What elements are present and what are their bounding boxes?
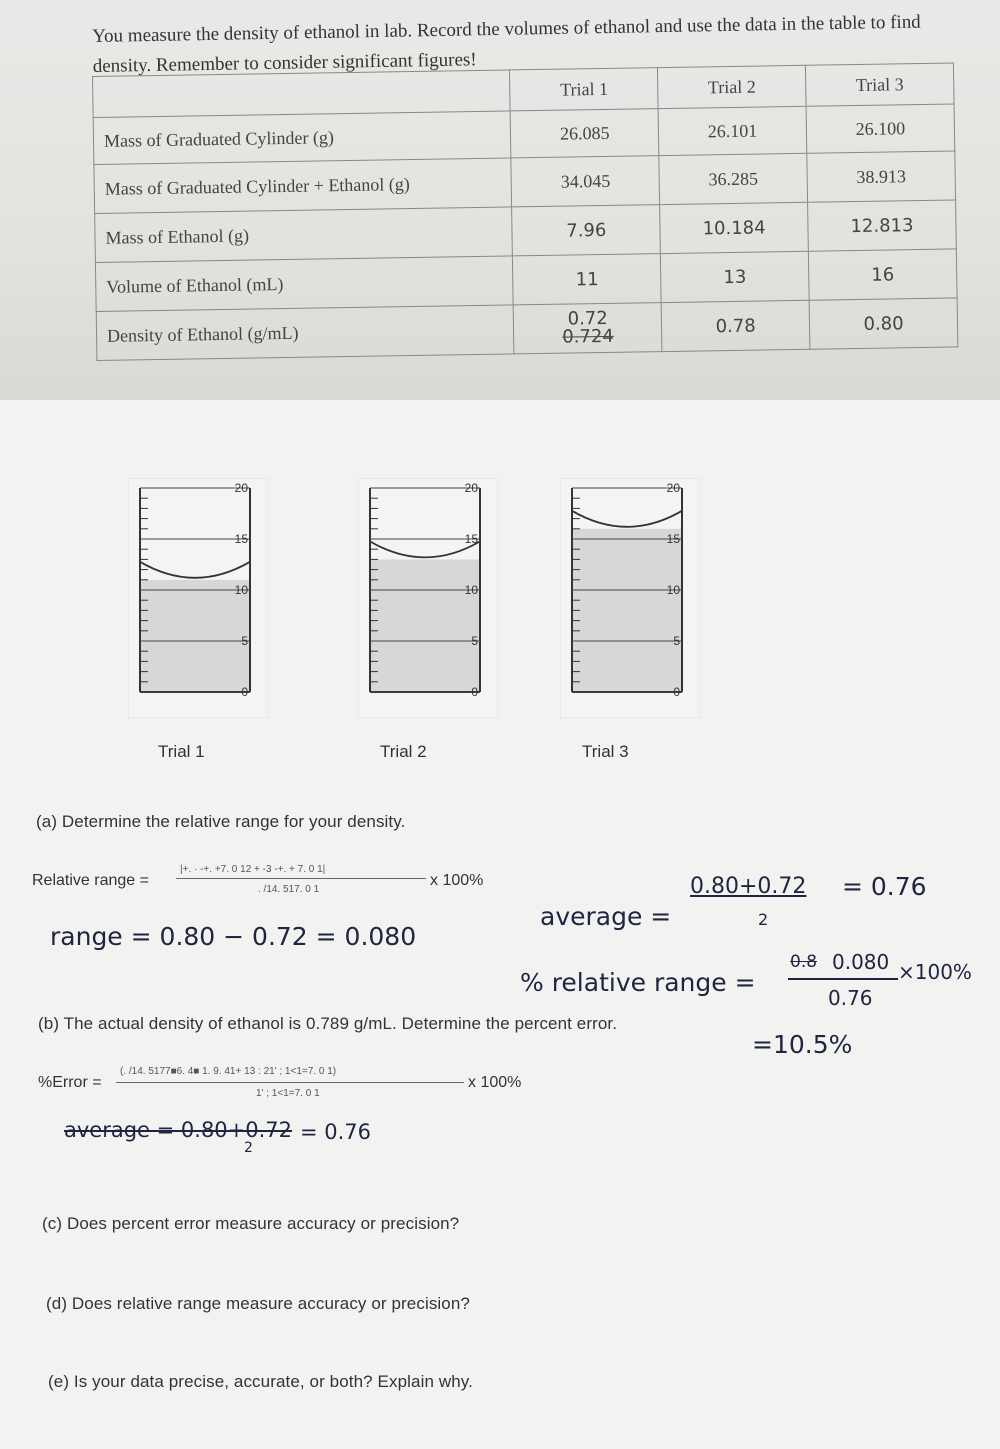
table-header-trial-2: Trial 2: [658, 65, 807, 108]
tick-label: 15: [666, 532, 680, 546]
cell-value: 34.045: [511, 156, 659, 207]
table-header-trial-3: Trial 3: [805, 63, 954, 106]
handwritten-cell: 10.184: [660, 202, 809, 253]
relative-range-label: Relative range =: [32, 872, 149, 889]
times-100: x 100%: [468, 1074, 522, 1091]
row-label: Volume of Ethanol (mL): [95, 256, 513, 312]
handwritten-average-result: = 0.76: [842, 872, 927, 901]
cylinder-drawing: [128, 478, 268, 718]
handwritten-fraction-bar: [788, 978, 898, 980]
cylinder-drawing: [358, 478, 498, 718]
ethanol-liquid: [572, 529, 682, 692]
tick-label: 0: [471, 685, 478, 699]
cell-value: 26.100: [806, 104, 955, 153]
cell-value: 26.101: [658, 106, 807, 155]
ethanol-liquid: [140, 580, 250, 692]
percent-error-numerator: (. /14. 5177■6. 4■ 1. 9. 41+ 13 : 21' ; 1<1=7. 0 1): [120, 1066, 337, 1077]
handwritten-cell: 11: [513, 254, 661, 305]
trial-label: Trial 1: [158, 742, 205, 761]
handwritten-cell: 7.96: [512, 205, 660, 256]
handwritten-average-label: average =: [540, 902, 672, 931]
cell-value: 26.085: [511, 109, 659, 158]
tick-label: 5: [673, 634, 680, 648]
question-b: (b) The actual density of ethanol is 0.789 g/mL. Determine the percent error.: [38, 1014, 618, 1033]
row-label: Mass of Graduated Cylinder (g): [93, 111, 511, 165]
question-a: (a) Determine the relative range for your density.: [36, 812, 406, 831]
trial-label: Trial 3: [582, 742, 629, 761]
handwritten-cell: [514, 303, 662, 354]
graduated-cylinder-trial-1: [128, 478, 268, 718]
relative-range-denominator: . /14. 517. 0 1: [258, 884, 320, 895]
handwritten-cell: 0.80: [809, 298, 958, 349]
tick-label: 10: [234, 583, 248, 597]
graduated-cylinder-trial-2: [358, 478, 498, 718]
density-trial-1: [562, 309, 614, 346]
handwritten-relative-range-numerator: 0.080: [832, 950, 890, 974]
handwritten-relative-range-result: =10.5%: [752, 1030, 853, 1059]
tick-label: 0: [673, 685, 680, 699]
cell-value: 38.913: [807, 151, 956, 202]
handwritten-cell: 13: [661, 251, 810, 302]
percent-error-label: %Error =: [38, 1074, 102, 1091]
tick-label: 15: [464, 532, 478, 546]
table-header-empty: [93, 70, 511, 118]
instructions-text: You measure the density of ethanol in lab. Record the volumes of ethanol and use the data in the table to find density. Remember to consider significant figures!: [92, 11, 921, 77]
handwritten-average-denominator: 2: [758, 910, 769, 929]
tick-label: 20: [464, 481, 478, 495]
handwritten-relative-range-label: % relative range =: [520, 968, 756, 997]
handwritten-struck-average-denominator: 2: [244, 1140, 253, 1156]
tick-label: 20: [666, 481, 680, 495]
handwritten-relative-range-denominator: 0.76: [828, 986, 873, 1010]
fraction-bar: [116, 1082, 464, 1083]
fraction-bar: [176, 878, 426, 879]
table-header-trial-1: Trial 1: [510, 68, 658, 111]
question-e: (e) Is your data precise, accurate, or both? Explain why.: [48, 1372, 473, 1391]
row-label: Mass of Ethanol (g): [95, 207, 513, 263]
density-value: 0.72: [567, 307, 608, 330]
question-d: (d) Does relative range measure accuracy or precision?: [46, 1294, 470, 1313]
handwritten-cell: 12.813: [808, 200, 957, 251]
handwritten-range: range = 0.80 − 0.72 = 0.080: [50, 922, 417, 951]
tick-label: 10: [464, 583, 478, 597]
tick-label: 5: [241, 634, 248, 648]
tick-label: 15: [234, 532, 248, 546]
handwritten-times-100: ×100%: [898, 960, 972, 984]
cell-value: 36.285: [659, 153, 808, 204]
data-sheet: [0, 0, 1000, 400]
graduated-cylinder-trial-3: [560, 478, 700, 718]
density-table: [92, 62, 958, 361]
tick-label: 5: [471, 634, 478, 648]
cylinder-drawing: [560, 478, 700, 718]
tick-label: 0: [241, 685, 248, 699]
handwritten-average-numerator: 0.80+0.72: [690, 874, 807, 899]
question-c: (c) Does percent error measure accuracy or precision?: [42, 1214, 460, 1233]
handwritten-struck-value: 0.8: [790, 952, 818, 972]
trial-label: Trial 2: [380, 742, 427, 761]
tick-label: 10: [666, 583, 680, 597]
handwritten-struck-average: average = 0.80+0.72: [64, 1118, 293, 1142]
tick-label: 20: [234, 481, 248, 495]
row-label: Density of Ethanol (g/mL): [96, 305, 514, 361]
handwritten-cell: 16: [808, 249, 957, 300]
relative-range-numerator: |+. · -+. +7. 0 12 + -3 -+. + 7. 0 1|: [180, 864, 326, 875]
times-100: x 100%: [430, 872, 484, 889]
ethanol-liquid: [370, 559, 480, 692]
handwritten-cell: 0.78: [661, 300, 810, 351]
handwritten-struck-average-result: = 0.76: [300, 1120, 372, 1144]
struck-density-value: 0.724: [562, 325, 614, 348]
row-label: Mass of Graduated Cylinder + Ethanol (g): [94, 158, 512, 214]
percent-error-denominator: 1' ; 1<1=7. 0 1: [256, 1088, 320, 1099]
